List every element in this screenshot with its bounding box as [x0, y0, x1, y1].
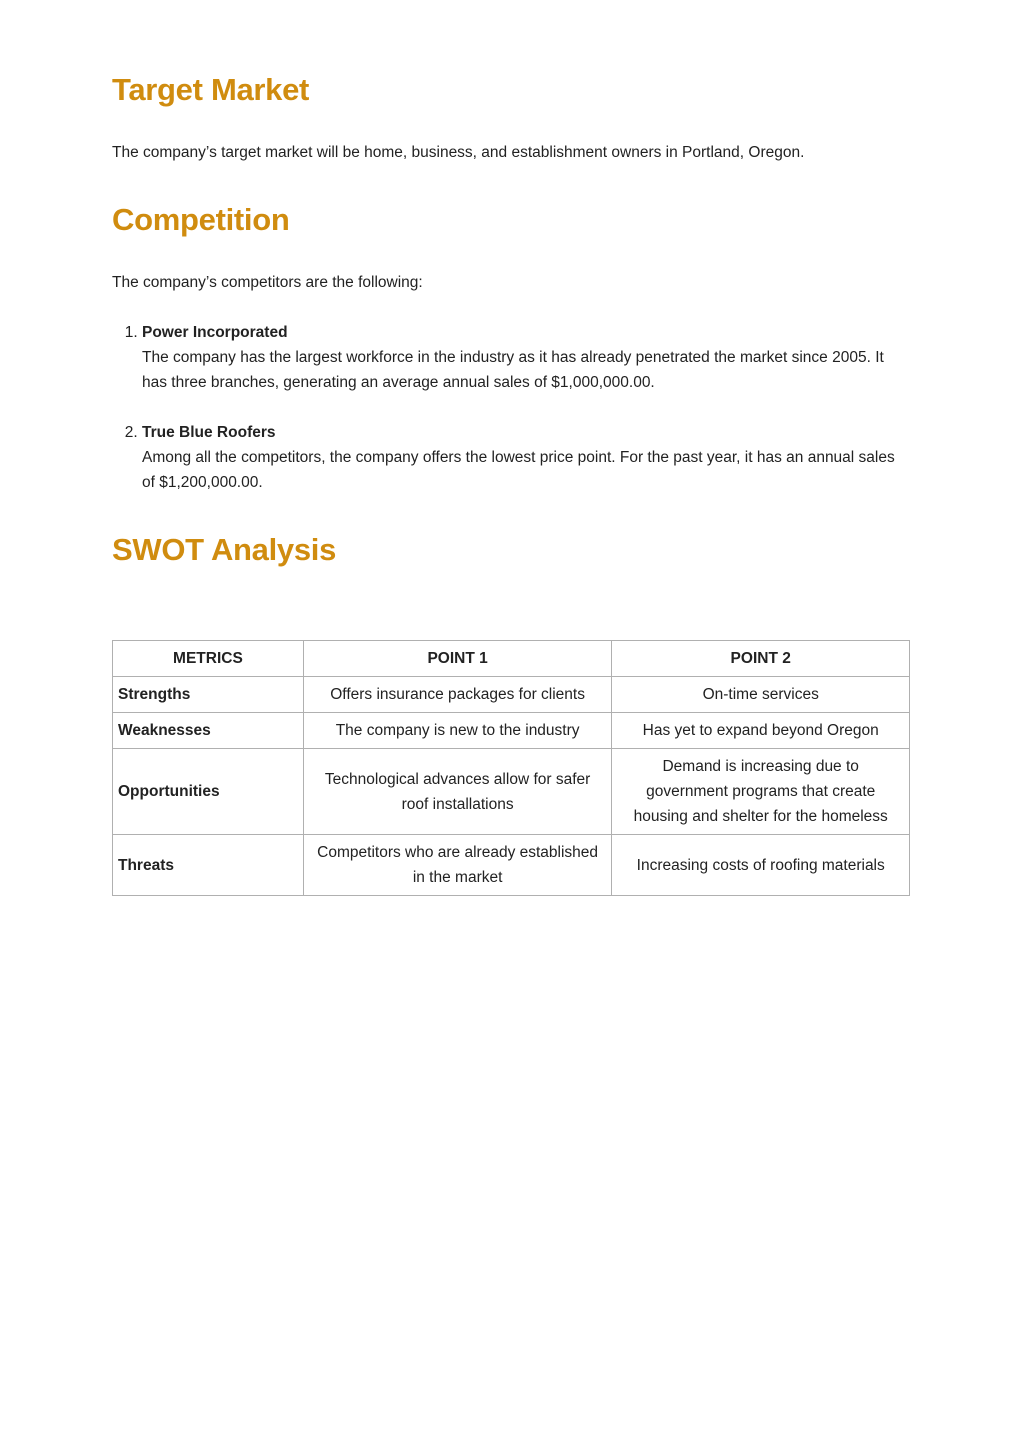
header-point-1: POINT 1: [303, 641, 612, 677]
swot-heading: SWOT Analysis: [112, 532, 337, 567]
competitor-name: 1. Power Incorporated: [142, 324, 288, 341]
point-1-cell: Technological advances allow for safer roof installations: [303, 749, 612, 835]
table-row: [113, 749, 910, 835]
point-2-cell: Has yet to expand beyond Oregon: [612, 713, 910, 749]
competition-intro: The company’s competitors are the following:: [112, 274, 423, 291]
table-row: [113, 713, 910, 749]
swot-table: [112, 640, 910, 896]
point-2-cell: Increasing costs of roofing materials: [612, 835, 910, 896]
point-2-cell: Demand is increasing due to government programs that create housing and shelter for the homeless: [612, 749, 910, 835]
competitor-name: 2. True Blue Roofers: [142, 424, 276, 441]
table-row: [113, 835, 910, 896]
table-row: [113, 677, 910, 713]
point-1-cell: The company is new to the industry: [303, 713, 612, 749]
header-point-2: POINT 2: [612, 641, 910, 677]
metric-cell: Opportunities: [113, 749, 304, 835]
point-1-cell: Competitors who are already established in the market: [303, 835, 612, 896]
competitor-item: [142, 420, 910, 495]
metric-cell: Strengths: [113, 677, 304, 713]
competitor-list: [112, 320, 910, 520]
header-metrics: METRICS: [113, 641, 304, 677]
target-market-body: The company’s target market will be home, business, and establishment owners in Portland, Oregon.: [112, 144, 805, 161]
competitor-description: Among all the competitors, the company offers the lowest price point. For the past year, it has an annual sales of $1,200,000.00.: [142, 449, 895, 491]
competitor-item: [142, 320, 910, 395]
metric-cell: Weaknesses: [113, 713, 304, 749]
point-1-cell: Offers insurance packages for clients: [303, 677, 612, 713]
table-header-row: [113, 641, 910, 677]
competitor-description: The company has the largest workforce in the industry as it has already penetrated the market since 2005. It has three branches, generating an average annual sales of $1,000,000.00.: [142, 349, 884, 391]
target-market-heading: Target Market: [112, 72, 310, 107]
competition-heading: Competition: [112, 202, 290, 237]
metric-cell: Threats: [113, 835, 304, 896]
point-2-cell: On-time services: [612, 677, 910, 713]
